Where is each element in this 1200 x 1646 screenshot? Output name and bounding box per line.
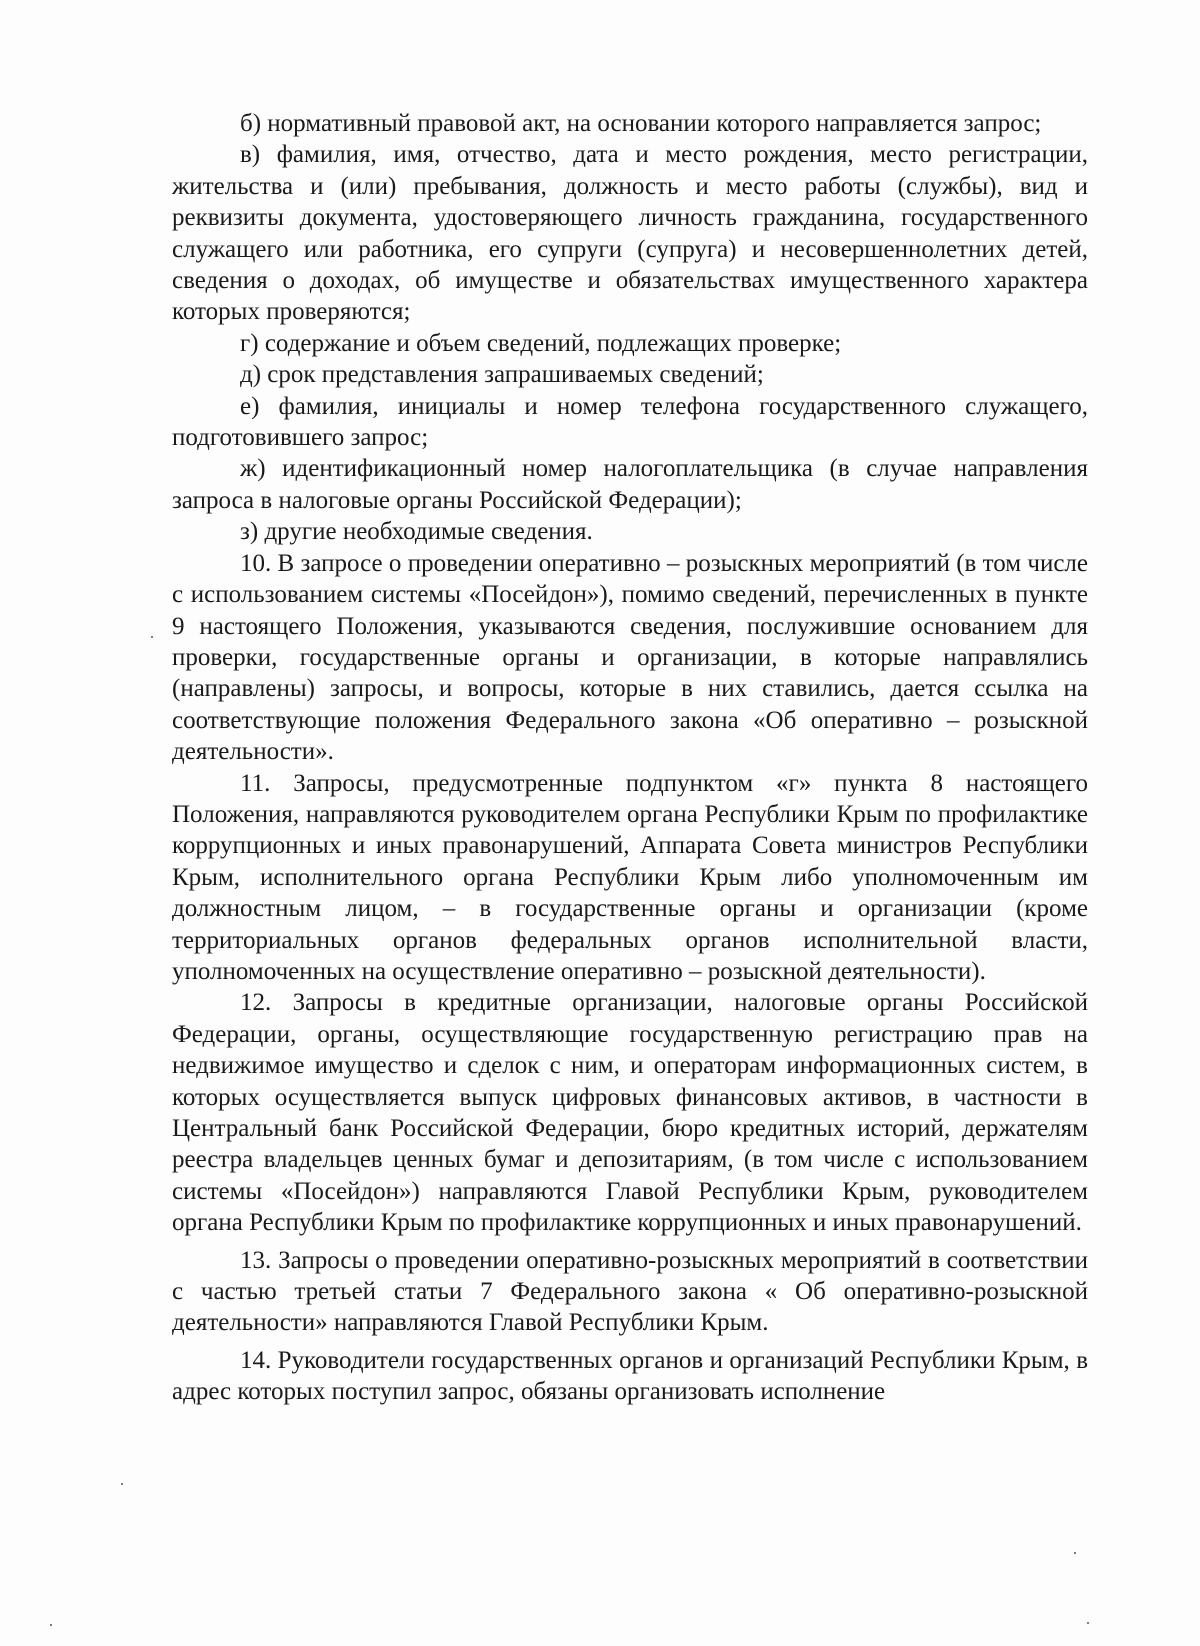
paragraph-z: з) другие необходимые сведения. <box>240 518 593 546</box>
scan-speck <box>121 1483 123 1485</box>
scan-speck <box>50 1624 52 1626</box>
paragraph-b: б) нормативный правовой акт, на основании которого направляется запрос; <box>240 110 1042 137</box>
paragraph-g: г) содержание и объем сведений, подлежащих проверке; <box>240 329 842 357</box>
paragraph-v: в) фамилия, имя, отчество, дата и место рождения, место регистрации, жительства и (или) пребывания, должность и место работы (службы), вид и реквизиты документа, удостоверяющего личность гражданина, государственного служащего или работника, его супруги (супруга) и несовершеннолетних детей, сведения о доходах, об имуществе и обязательствах имущественного характера которых проверяются; <box>172 141 1088 326</box>
scan-speck <box>1074 1552 1076 1554</box>
paragraph-d: д) срок представления запрашиваемых сведений; <box>240 361 764 389</box>
scan-speck <box>151 636 153 638</box>
paragraph-11: 11. Запросы, предусмотренные подпунктом «г» пункта 8 настоящего Положения, направляются руководителем органа Республики Крым по профилактике коррупционных и иных правонарушений, Аппарата Совета министров Республики Крым, исполнительного органа Республики Крым либо уполномоченным им должностным лицом, – в государственные органы и организации (кроме территориальных органов федеральных органов исполнительной власти, уполномоченных на осуществление оперативно – розыскной деятельности). <box>172 769 1088 985</box>
paragraph-13: 13. Запросы о проведении оперативно-розыскных мероприятий в соответствии с частью третьей статьи 7 Федерального закона « Об оперативно-розыскной деятельности» направляются Главой Республики Крым. <box>172 1246 1088 1337</box>
paragraph-zh: ж) идентификационный номер налогоплательщика (в случае направления запроса в налоговые органы Российской Федерации); <box>172 455 1088 514</box>
paragraph-12: 12. Запросы в кредитные организации, налоговые органы Российской Федерации, органы, осуществляющие государственную регистрацию прав на недвижимое имущество и сделок с ним, и операторам информационных систем, в которых осуществляется выпуск цифровых финансовых активов, в частности в Центральный банк Российской Федерации, бюро кредитных историй, держателям реестра владельцев ценных бумаг и депозитариям, (в том числе с использованием системы «Посейдон») направляются Главой Республики Крым, руководителем органа Республики Крым по профилактике коррупционных и иных правонарушений. <box>172 989 1088 1237</box>
document-body <box>172 108 1088 1408</box>
paragraph-14: 14. Руководители государственных органов и организаций Республики Крым, в адрес которых поступил запрос, обязаны организовать исполнение <box>172 1346 1088 1406</box>
paragraph-10: 10. В запросе о проведении оперативно – розыскных мероприятий (в том числе с использованием системы «Посейдон»), помимо сведений, перечисленных в пункте 9 настоящего Положения, указываются сведения, послужившие основанием для проверки, государственные органы и организации, в которые направлялись (направлены) запросы, и вопросы, которые в них ставились, дается ссылка на соответствующие положения Федерального закона «Об оперативно – розыскной деятельности». <box>172 549 1088 766</box>
scan-speck <box>1087 1622 1089 1624</box>
paragraph-e: е) фамилия, инициалы и номер телефона государственного служащего, подготовившего запрос; <box>172 392 1088 452</box>
